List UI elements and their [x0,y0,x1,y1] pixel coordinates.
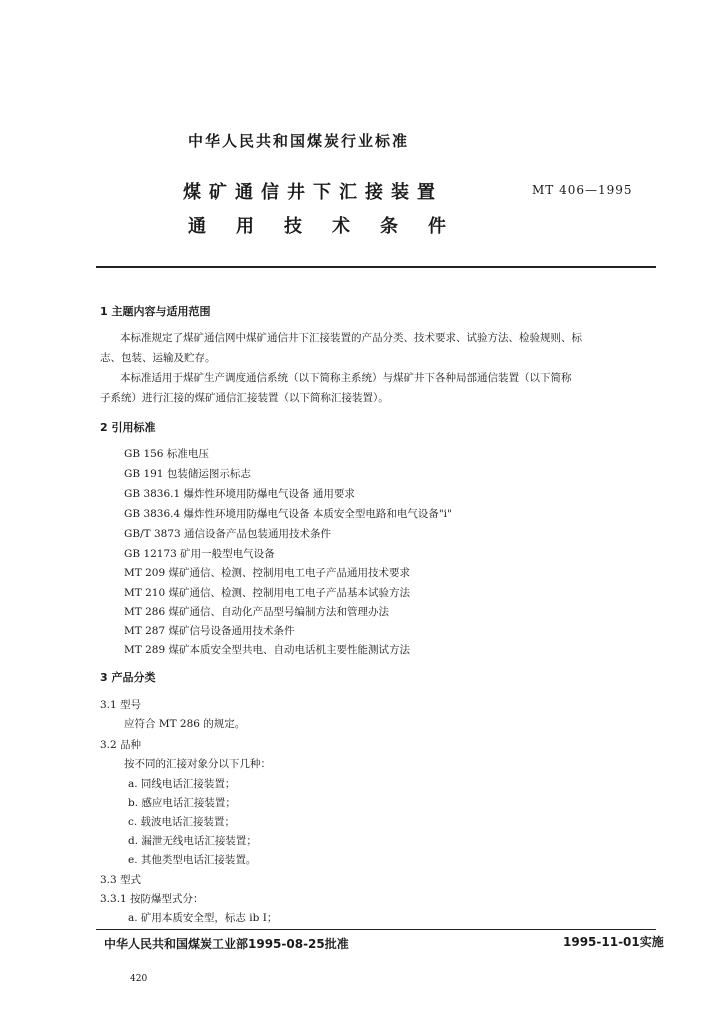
standard-code: MT 406—1995 [532,183,633,197]
reference-item: MT 287 煤矿信号设备通用技术条件 [124,625,295,637]
variety-item: b. 感应电话汇接装置； [128,797,236,809]
subsection-3-3-1-title: 3.3.1 按防爆型式分： [100,893,204,905]
reference-item: GB/T 3873 通信设备产品包装通用技术条件 [124,528,332,540]
page-number: 420 [130,974,148,984]
variety-item: a. 同线电话汇接装置； [128,778,236,790]
reference-item: GB 3836.1 爆炸性环境用防爆电气设备 通用要求 [124,488,355,500]
top-rule [96,266,656,268]
standard-org-title: 中华人民共和国煤炭行业标准 [188,132,410,150]
reference-item: MT 209 煤矿通信、检测、控制用电工电子产品通用技术要求 [124,567,410,579]
reference-item: GB 12173 矿用一般型电气设备 [124,548,275,560]
section-3-heading: 3 产品分类 [100,671,156,684]
subsection-3-1-title: 3.1 型号 [100,699,142,711]
section-1-para2-line1: 本标准适用于煤矿生产调度通信系统（以下简称主系统）与煤矿井下各种局部通信装置（以下简称 [120,372,572,384]
variety-item: d. 漏泄无线电话汇接装置； [128,835,257,847]
section-1-para2-line2: 子系统）进行汇接的煤矿通信汇接装置（以下简称汇接装置）。 [100,392,389,404]
section-1-heading: 1 主题内容与适用范围 [100,305,211,318]
subsection-3-2-text: 按不同的汇接对象分以下几种： [124,758,271,770]
explosion-proof-item: a. 矿用本质安全型，标志 ib I； [128,912,278,924]
reference-item: MT 286 煤矿通信、自动化产品型号编制方法和管理办法 [124,606,389,618]
reference-item: GB 156 标准电压 [124,448,209,460]
section-2-heading: 2 引用标准 [100,421,156,434]
variety-item: c. 载波电话汇接装置； [128,816,236,828]
variety-item: e. 其他类型电话汇接装置。 [128,854,257,866]
subsection-3-3-title: 3.3 型式 [100,874,142,886]
document-title-line1: 煤矿通信井下汇接装置 [183,182,443,203]
subsection-3-1-text: 应符合 MT 286 的规定。 [124,718,246,730]
effective-date: 1995-11-01实施 [563,935,664,949]
bottom-rule [96,929,656,930]
document-title-line2: 通用技术条件 [188,216,476,237]
section-1-para1-line1: 本标准规定了煤矿通信网中煤矿通信井下汇接装置的产品分类、技术要求、试验方法、检验规则、标 [120,332,582,344]
reference-item: GB 3836.4 爆炸性环境用防爆电气设备 本质安全型电路和电气设备"i" [124,508,452,520]
subsection-3-2-title: 3.2 品种 [100,739,142,751]
reference-item: MT 289 煤矿本质安全型共电、自动电话机主要性能测试方法 [124,644,410,656]
approval-line: 中华人民共和国煤炭工业部1995-08-25批准 [104,937,349,951]
section-1-para1-line2: 志、包装、运输及贮存。 [100,352,216,364]
reference-item: GB 191 包装储运图示标志 [124,468,251,480]
reference-item: MT 210 煤矿通信、检测、控制用电工电子产品基本试验方法 [124,587,410,599]
